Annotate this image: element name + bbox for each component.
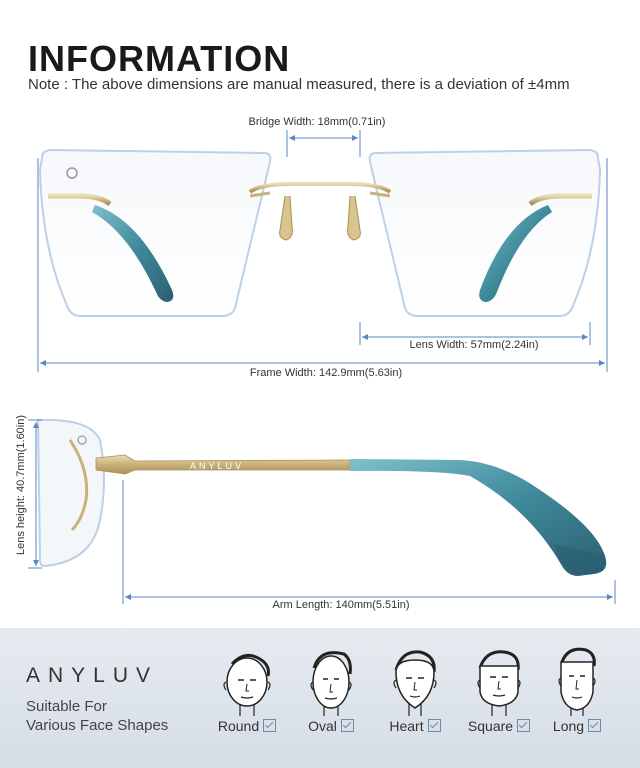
oval-face-icon	[296, 646, 366, 718]
lens-width-label: Lens Width: 57mm(2.24in)	[409, 339, 539, 351]
checkbox-icon	[588, 719, 601, 732]
face-label-square: Square	[467, 718, 514, 734]
checkbox-icon	[428, 719, 441, 732]
heart-face-icon	[380, 646, 450, 718]
square-face-icon	[464, 646, 534, 718]
face-shape-oval	[296, 646, 366, 746]
long-face-icon	[542, 646, 612, 718]
face-shape-square	[464, 646, 534, 746]
tagline-line-2: Various Face Shapes	[26, 717, 169, 734]
checkbox-icon	[517, 719, 530, 732]
lens-height-label: Lens height: 40.7mm(1.60in)	[15, 414, 27, 555]
face-shape-heart	[380, 646, 450, 746]
face-label-long: Long	[552, 718, 585, 734]
face-label-heart: Heart	[389, 718, 424, 734]
arm-length-label: Arm Length: 140mm(5.51in)	[272, 599, 410, 611]
temple-logo: ANYLUV	[190, 461, 245, 471]
bridge-width-dimension	[287, 130, 360, 157]
checkbox-icon	[263, 719, 276, 732]
face-label-oval: Oval	[308, 718, 337, 734]
frame-width-label: Frame Width: 142.9mm(5.63in)	[249, 367, 403, 379]
brand-tagline	[26, 697, 168, 735]
bridge-width-label: Bridge Width: 18mm(0.71in)	[248, 116, 386, 128]
checkbox-icon	[341, 719, 354, 732]
face-shape-round	[212, 646, 282, 746]
face-label-round: Round	[217, 718, 260, 734]
round-face-icon	[212, 646, 282, 718]
left-lens	[40, 150, 270, 316]
page-title: INFORMATION	[28, 38, 291, 79]
brand-logo: ANYLUV	[26, 664, 159, 687]
face-shape-long	[542, 646, 612, 746]
tagline-line-1: Suitable For	[26, 698, 107, 715]
measurement-note: Note : The above dimensions are manual measured, there is a deviation of ±4mm	[28, 76, 570, 93]
